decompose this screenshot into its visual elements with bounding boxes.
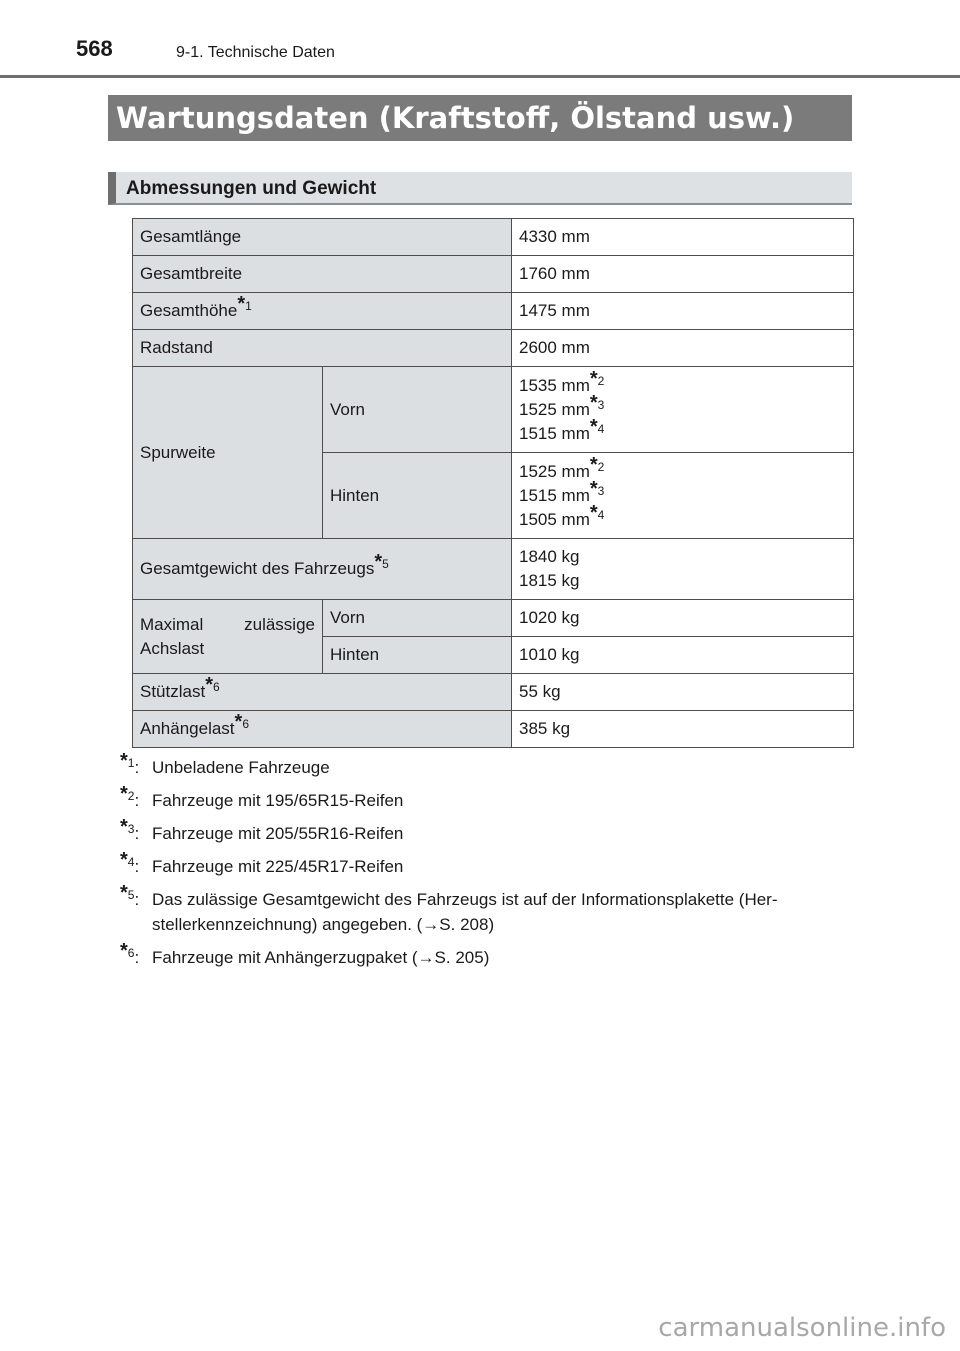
footnote-ref: 2 [597,373,605,388]
footnote-ref: 6 [242,717,250,731]
footnote-ref: 4 [597,421,605,436]
header-divider [0,75,960,78]
table-row [133,330,854,367]
sub-label: Vorn [323,600,512,637]
dimensions-weight-table [132,218,854,748]
footnote-item [120,783,852,813]
footnote-ref: 3 [597,397,605,412]
row-value: 4330 mm [512,219,854,256]
footnote-marker: *$^1$: [120,750,140,777]
value-line: 1840 kg [519,547,580,566]
footnote-ref: 5 [382,557,389,571]
label-text: Gesamthöhe [140,301,238,320]
value-line: 1535 mm*$^2$ [519,367,605,395]
watermark: carmanualsonline.info [658,1313,946,1343]
table-row [133,674,854,711]
footnote-item [120,849,852,879]
footnote-star: * [589,453,598,476]
page-title: Wartungsdaten (Kraftstoff, Ölstand usw.) [108,95,852,141]
value-line: 1525 mm*$^3$ [519,391,605,419]
footnote-star: * [205,674,213,696]
table-row [133,293,854,330]
footnote-star: * [589,415,598,438]
footnote-ref: 2 [597,459,605,474]
row-label: Gesamtbreite [133,256,512,293]
footnote-ref: 6 [213,680,220,694]
row-label: Maximal zulässige Achslast [133,600,323,674]
page-number: 568 [76,36,113,61]
row-label [133,711,512,748]
row-value [512,453,854,539]
footnote-marker: *$^6$: [120,940,140,967]
footnote-star: * [237,293,246,315]
section-breadcrumb: 9-1. Technische Daten [176,44,335,61]
sub-label: Vorn [323,367,512,453]
footnote-star: * [589,367,598,390]
footnote-item [120,940,852,970]
footnote-text: Fahrzeuge mit 225/45R17-Reifen [152,857,404,876]
value-line: 1525 mm*$^2$ [519,453,605,481]
table-row [133,539,854,600]
row-value [512,367,854,453]
sub-label: Hinten [323,637,512,674]
table-row [133,219,854,256]
value-line: 1815 kg [519,571,580,590]
table-row [133,256,854,293]
footnote-star: * [234,711,243,733]
row-value: 2600 mm [512,330,854,367]
footnote-marker: *$^2$: [120,783,140,810]
footnote-ref: 3 [597,483,605,498]
subsection-heading: Abmessungen und Gewicht [108,172,852,205]
row-value: 55 kg [512,674,854,711]
row-value [512,539,854,600]
row-value: 1475 mm [512,293,854,330]
footnote-item [120,882,852,937]
footnote-marker: *$^3$: [120,816,140,843]
sub-label: Hinten [323,453,512,539]
row-label [133,539,512,600]
label-text: Anhängelast [140,719,235,738]
footnote-item [120,750,852,780]
footnote-marker: *$^4$: [120,849,140,876]
footnote-star: * [589,501,598,524]
footnote-text: Fahrzeuge mit Anhängerzugpaket (→S. 205) [152,948,490,967]
table-row [133,711,854,748]
footnote-ref: 4 [597,507,605,522]
footnote-text: Fahrzeuge mit 205/55R16-Reifen [152,824,404,843]
footnote-star: * [589,477,598,500]
footnote-text: Das zulässige Gesamtgewicht des Fahrzeugs ist auf der Informationsplakette (Her-stellerkennzeichnung) angegeben. (→S. 208) [152,890,778,934]
footnote-star: * [374,551,383,573]
row-label: Gesamtlänge [133,219,512,256]
row-label [133,293,512,330]
table-row [133,367,854,453]
row-value: 385 kg [512,711,854,748]
label-text: Stützlast [140,682,206,701]
row-label: Spurweite [133,367,323,539]
row-label: Radstand [133,330,512,367]
footnote-star: * [589,391,598,414]
row-value: 1010 kg [512,637,854,674]
footnote-text: Unbeladene Fahrzeuge [152,758,330,777]
row-value: 1020 kg [512,600,854,637]
table-row [133,600,854,637]
value-line: 1515 mm*$^4$ [519,415,605,443]
footnotes [120,750,852,978]
row-value: 1760 mm [512,256,854,293]
footnote-text: Fahrzeuge mit 195/65R15-Reifen [152,791,404,810]
footnote-item [120,816,852,846]
footnote-marker: *$^5$: [120,882,140,909]
footnote-ref: 1 [245,299,252,313]
label-text: Gesamtgewicht des Fahrzeugs [140,559,375,578]
row-label [133,674,512,711]
value-line: 1505 mm*$^4$ [519,501,605,529]
value-line: 1515 mm*$^3$ [519,477,605,505]
